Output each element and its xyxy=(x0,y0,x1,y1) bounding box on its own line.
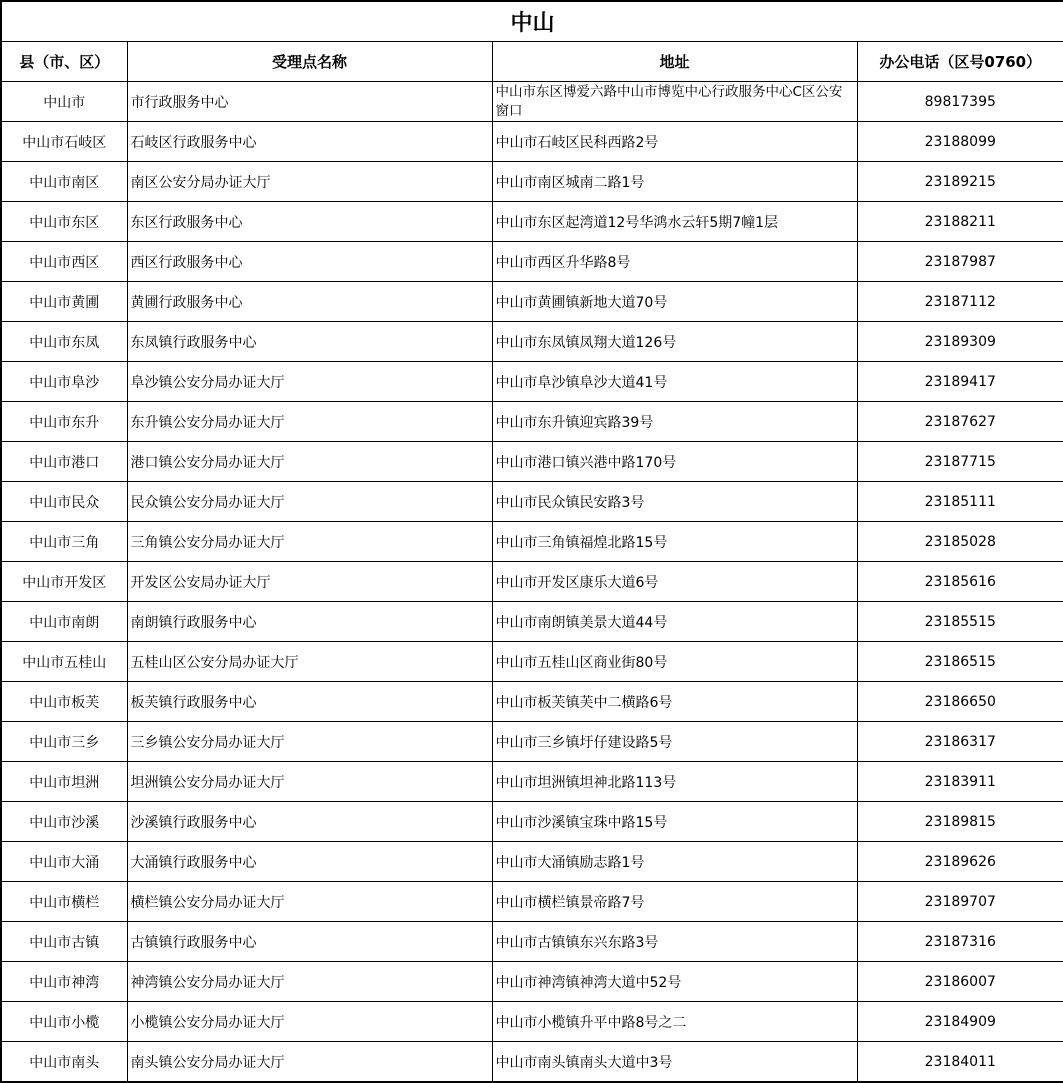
county-cell: 中山市 xyxy=(1,82,127,122)
header-row xyxy=(1,42,1063,82)
address-cell: 中山市古镇镇东兴东路3号 xyxy=(492,922,857,962)
table-row xyxy=(1,962,1063,1002)
office-name-cell: 古镇镇行政服务中心 xyxy=(127,922,492,962)
table-row xyxy=(1,602,1063,642)
phone-cell: 89817395 xyxy=(857,82,1063,122)
office-name-cell: 小榄镇公安分局办证大厅 xyxy=(127,1002,492,1042)
address-cell: 中山市东升镇迎宾路39号 xyxy=(492,402,857,442)
county-cell: 中山市港口 xyxy=(1,442,127,482)
address-cell: 中山市三乡镇圩仔建设路5号 xyxy=(492,722,857,762)
table-row xyxy=(1,162,1063,202)
phone-cell: 23187987 xyxy=(857,242,1063,282)
county-cell: 中山市南头 xyxy=(1,1042,127,1083)
office-name-cell: 板芙镇行政服务中心 xyxy=(127,682,492,722)
address-cell: 中山市阜沙镇阜沙大道41号 xyxy=(492,362,857,402)
header-phone: 办公电话（区号0760） xyxy=(857,42,1063,82)
address-cell: 中山市民众镇民安路3号 xyxy=(492,482,857,522)
county-cell: 中山市五桂山 xyxy=(1,642,127,682)
phone-cell: 23188099 xyxy=(857,122,1063,162)
address-cell: 中山市东区起湾道12号华鸿水云轩5期7幢1层 xyxy=(492,202,857,242)
office-name-cell: 港口镇公安分局办证大厅 xyxy=(127,442,492,482)
phone-cell: 23189707 xyxy=(857,882,1063,922)
address-cell: 中山市开发区康乐大道6号 xyxy=(492,562,857,602)
county-cell: 中山市民众 xyxy=(1,482,127,522)
office-name-cell: 东升镇公安分局办证大厅 xyxy=(127,402,492,442)
office-name-cell: 神湾镇公安分局办证大厅 xyxy=(127,962,492,1002)
table-row xyxy=(1,282,1063,322)
office-name-cell: 三角镇公安分局办证大厅 xyxy=(127,522,492,562)
address-cell: 中山市港口镇兴港中路170号 xyxy=(492,442,857,482)
county-cell: 中山市南区 xyxy=(1,162,127,202)
address-cell: 中山市西区升华路8号 xyxy=(492,242,857,282)
office-name-cell: 东区行政服务中心 xyxy=(127,202,492,242)
table-row xyxy=(1,402,1063,442)
phone-cell: 23184909 xyxy=(857,1002,1063,1042)
phone-cell: 23189626 xyxy=(857,842,1063,882)
table-row xyxy=(1,882,1063,922)
office-name-cell: 沙溪镇行政服务中心 xyxy=(127,802,492,842)
phone-cell: 23183911 xyxy=(857,762,1063,802)
county-cell: 中山市东升 xyxy=(1,402,127,442)
table-row xyxy=(1,922,1063,962)
address-cell: 中山市大涌镇励志路1号 xyxy=(492,842,857,882)
office-name-cell: 黄圃行政服务中心 xyxy=(127,282,492,322)
county-cell: 中山市黄圃 xyxy=(1,282,127,322)
table-row xyxy=(1,562,1063,602)
phone-cell: 23189309 xyxy=(857,322,1063,362)
office-name-cell: 大涌镇行政服务中心 xyxy=(127,842,492,882)
table-row xyxy=(1,362,1063,402)
phone-cell: 23185515 xyxy=(857,602,1063,642)
office-name-cell: 坦洲镇公安分局办证大厅 xyxy=(127,762,492,802)
county-cell: 中山市三乡 xyxy=(1,722,127,762)
table-row xyxy=(1,802,1063,842)
office-name-cell: 阜沙镇公安分局办证大厅 xyxy=(127,362,492,402)
phone-cell: 23186650 xyxy=(857,682,1063,722)
table-row xyxy=(1,242,1063,282)
county-cell: 中山市三角 xyxy=(1,522,127,562)
office-name-cell: 西区行政服务中心 xyxy=(127,242,492,282)
county-cell: 中山市古镇 xyxy=(1,922,127,962)
table-row xyxy=(1,1042,1063,1083)
county-cell: 中山市开发区 xyxy=(1,562,127,602)
office-name-cell: 开发区公安局办证大厅 xyxy=(127,562,492,602)
office-name-cell: 横栏镇公安分局办证大厅 xyxy=(127,882,492,922)
phone-cell: 23186007 xyxy=(857,962,1063,1002)
phone-cell: 23187316 xyxy=(857,922,1063,962)
table-row xyxy=(1,522,1063,562)
address-cell: 中山市黄圃镇新地大道70号 xyxy=(492,282,857,322)
county-cell: 中山市横栏 xyxy=(1,882,127,922)
address-cell: 中山市南头镇南头大道中3号 xyxy=(492,1042,857,1083)
county-cell: 中山市东凤 xyxy=(1,322,127,362)
office-name-cell: 市行政服务中心 xyxy=(127,82,492,122)
table-row xyxy=(1,82,1063,122)
office-name-cell: 民众镇公安分局办证大厅 xyxy=(127,482,492,522)
table-row xyxy=(1,322,1063,362)
phone-cell: 23188211 xyxy=(857,202,1063,242)
county-cell: 中山市板芙 xyxy=(1,682,127,722)
header-office-name: 受理点名称 xyxy=(127,42,492,82)
table-row xyxy=(1,762,1063,802)
phone-cell: 23187112 xyxy=(857,282,1063,322)
table-row xyxy=(1,842,1063,882)
phone-cell: 23189215 xyxy=(857,162,1063,202)
table-row xyxy=(1,202,1063,242)
county-cell: 中山市石岐区 xyxy=(1,122,127,162)
office-name-cell: 三乡镇公安分局办证大厅 xyxy=(127,722,492,762)
table-row xyxy=(1,722,1063,762)
phone-cell: 23186515 xyxy=(857,642,1063,682)
table-body xyxy=(1,82,1063,1083)
address-cell: 中山市五桂山区商业街80号 xyxy=(492,642,857,682)
phone-cell: 23185616 xyxy=(857,562,1063,602)
phone-cell: 23189417 xyxy=(857,362,1063,402)
title-row xyxy=(1,1,1063,42)
office-name-cell: 南区公安分局办证大厅 xyxy=(127,162,492,202)
county-cell: 中山市东区 xyxy=(1,202,127,242)
address-cell: 中山市板芙镇芙中二横路6号 xyxy=(492,682,857,722)
county-cell: 中山市大涌 xyxy=(1,842,127,882)
county-cell: 中山市阜沙 xyxy=(1,362,127,402)
county-cell: 中山市坦洲 xyxy=(1,762,127,802)
county-cell: 中山市神湾 xyxy=(1,962,127,1002)
table-row xyxy=(1,122,1063,162)
table-row xyxy=(1,682,1063,722)
county-cell: 中山市南朗 xyxy=(1,602,127,642)
office-name-cell: 石岐区行政服务中心 xyxy=(127,122,492,162)
address-cell: 中山市神湾镇神湾大道中52号 xyxy=(492,962,857,1002)
address-cell: 中山市南朗镇美景大道44号 xyxy=(492,602,857,642)
table-row xyxy=(1,482,1063,522)
phone-cell: 23185111 xyxy=(857,482,1063,522)
table-row xyxy=(1,442,1063,482)
county-cell: 中山市沙溪 xyxy=(1,802,127,842)
county-cell: 中山市西区 xyxy=(1,242,127,282)
address-cell: 中山市沙溪镇宝珠中路15号 xyxy=(492,802,857,842)
header-address: 地址 xyxy=(492,42,857,82)
table-row xyxy=(1,1002,1063,1042)
phone-cell: 23185028 xyxy=(857,522,1063,562)
office-name-cell: 南朗镇行政服务中心 xyxy=(127,602,492,642)
address-cell: 中山市三角镇福煌北路15号 xyxy=(492,522,857,562)
address-cell: 中山市横栏镇景帝路7号 xyxy=(492,882,857,922)
table-title: 中山 xyxy=(1,1,1063,42)
header-county: 县（市、区） xyxy=(1,42,127,82)
address-cell: 中山市坦洲镇坦神北路113号 xyxy=(492,762,857,802)
address-cell: 中山市南区城南二路1号 xyxy=(492,162,857,202)
phone-cell: 23187715 xyxy=(857,442,1063,482)
phone-cell: 23184011 xyxy=(857,1042,1063,1083)
phone-cell: 23189815 xyxy=(857,802,1063,842)
office-name-cell: 南头镇公安分局办证大厅 xyxy=(127,1042,492,1083)
phone-cell: 23186317 xyxy=(857,722,1063,762)
address-cell: 中山市东凤镇凤翔大道126号 xyxy=(492,322,857,362)
office-name-cell: 五桂山区公安分局办证大厅 xyxy=(127,642,492,682)
county-cell: 中山市小榄 xyxy=(1,1002,127,1042)
address-cell: 中山市东区博爱六路中山市博览中心行政服务中心C区公安窗口 xyxy=(492,82,857,122)
office-name-cell: 东凤镇行政服务中心 xyxy=(127,322,492,362)
table-row xyxy=(1,642,1063,682)
address-cell: 中山市小榄镇升平中路8号之二 xyxy=(492,1002,857,1042)
phone-cell: 23187627 xyxy=(857,402,1063,442)
address-cell: 中山市石岐区民科西路2号 xyxy=(492,122,857,162)
